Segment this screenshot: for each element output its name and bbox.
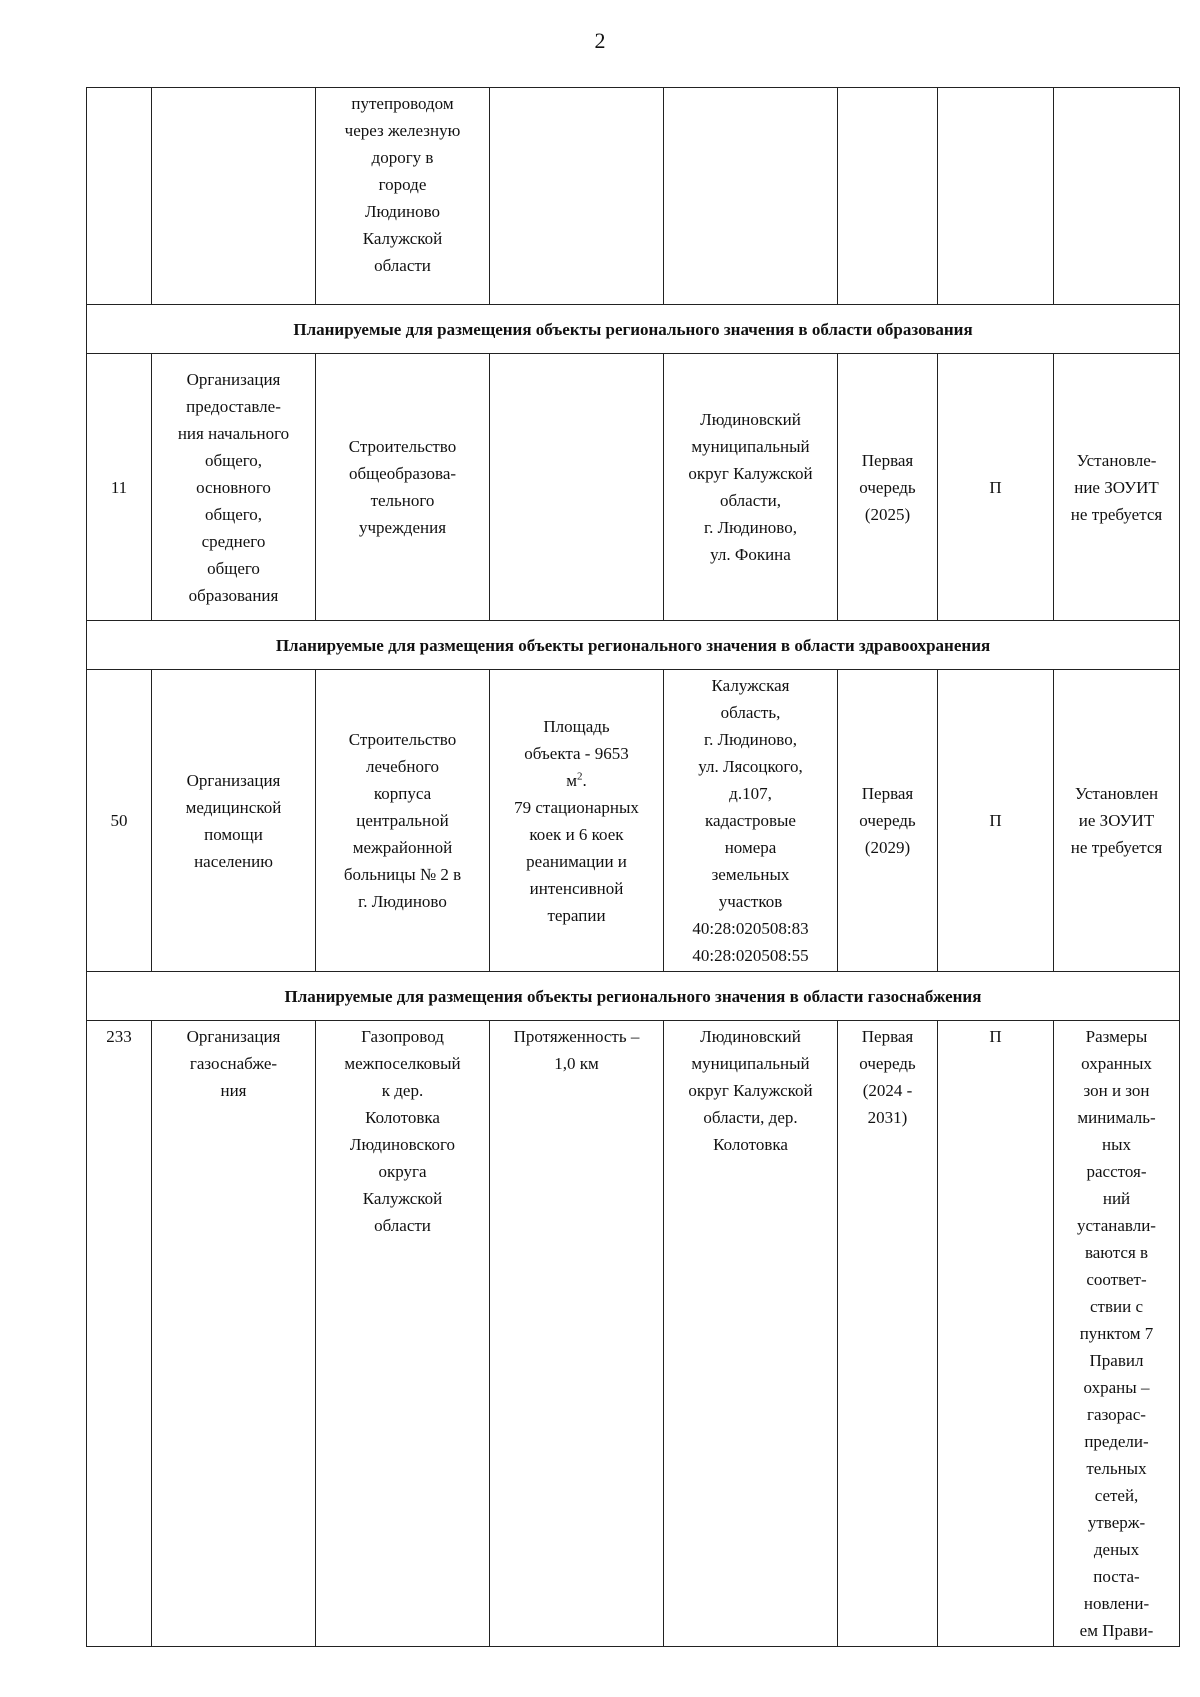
objects-table [86,87,1180,1647]
page-number: 2 [594,28,606,53]
cell-zone: Установле- ние ЗОУИТ не требуется [1054,354,1180,621]
cell-characteristics: Протяженность – 1,0 км [490,1021,664,1647]
cell-characteristics [490,670,664,972]
cell-number: 233 [87,1021,152,1647]
table-row [87,1021,1180,1647]
cell-location: Калужская область, г. Людиново, ул. Лясоцкого, д.107, кадастровые номера земельных участков 40:28:020508:83 40:28:020508:55 [664,670,838,972]
section-header-healthcare [87,621,1180,670]
section-title: Планируемые для размещения объекты регионального значения в области здравоохранения [87,621,1180,670]
cell-number: 50 [87,670,152,972]
section-header-gas-supply [87,972,1180,1021]
cell-number: 11 [87,354,152,621]
section-title: Планируемые для размещения объекты регионального значения в области газоснабжения [87,972,1180,1021]
cell-stage: Первая очередь (2025) [838,354,938,621]
table-row [87,670,1180,972]
table-row-continuation [87,88,1180,305]
cell-location: Людиновский муниципальный округ Калужской области, дер. Колотовка [664,1021,838,1647]
cell-name: Газопровод межпоселковый к дер. Колотовка Людиновского округа Калужской области [316,1021,490,1647]
cell-location: Людиновский муниципальный округ Калужской области, г. Людиново, ул. Фокина [664,354,838,621]
cell-number [87,88,152,305]
cell-name: Строительство общеобразова- тельного учреждения [316,354,490,621]
cell-purpose: Организация газоснабже- ния [152,1021,316,1647]
table-row [87,354,1180,621]
section-header-education [87,305,1180,354]
cell-purpose [152,88,316,305]
cell-status: П [938,354,1054,621]
cell-location [664,88,838,305]
cell-stage: Первая очередь (2029) [838,670,938,972]
section-title: Планируемые для размещения объекты регионального значения в области образования [87,305,1180,354]
cell-name: Строительство лечебного корпуса центральной межрайонной больницы № 2 в г. Людиново [316,670,490,972]
cell-zone [1054,88,1180,305]
superscript: 2 [577,769,583,782]
cell-purpose: Организация медицинской помощи населению [152,670,316,972]
cell-status: П [938,670,1054,972]
cell-stage [838,88,938,305]
cell-purpose: Организация предоставле- ния начального общего, основного общего, среднего общего образования [152,354,316,621]
cell-name: путепроводом через железную дорогу в городе Людиново Калужской области [316,88,490,305]
characteristics-beds: . 79 стационарных коек и 6 коек реанимации и интенсивной терапии [514,770,639,925]
cell-characteristics [490,88,664,305]
cell-stage: Первая очередь (2024 - 2031) [838,1021,938,1647]
cell-zone: Размеры охранных зон и зон минималь- ных расстоя- ний устанавли- ваются в соответ- ствии с пунктом 7 Правил охраны – газорас- предели- тельных сетей, утверж- деных поста- новлени- ем Прави- [1054,1021,1180,1647]
cell-status: П [938,1021,1054,1647]
cell-characteristics [490,354,664,621]
cell-zone: Установлен ие ЗОУИТ не требуется [1054,670,1180,972]
characteristics-area: Площадь объекта - 9653 м [524,716,629,790]
cell-status [938,88,1054,305]
